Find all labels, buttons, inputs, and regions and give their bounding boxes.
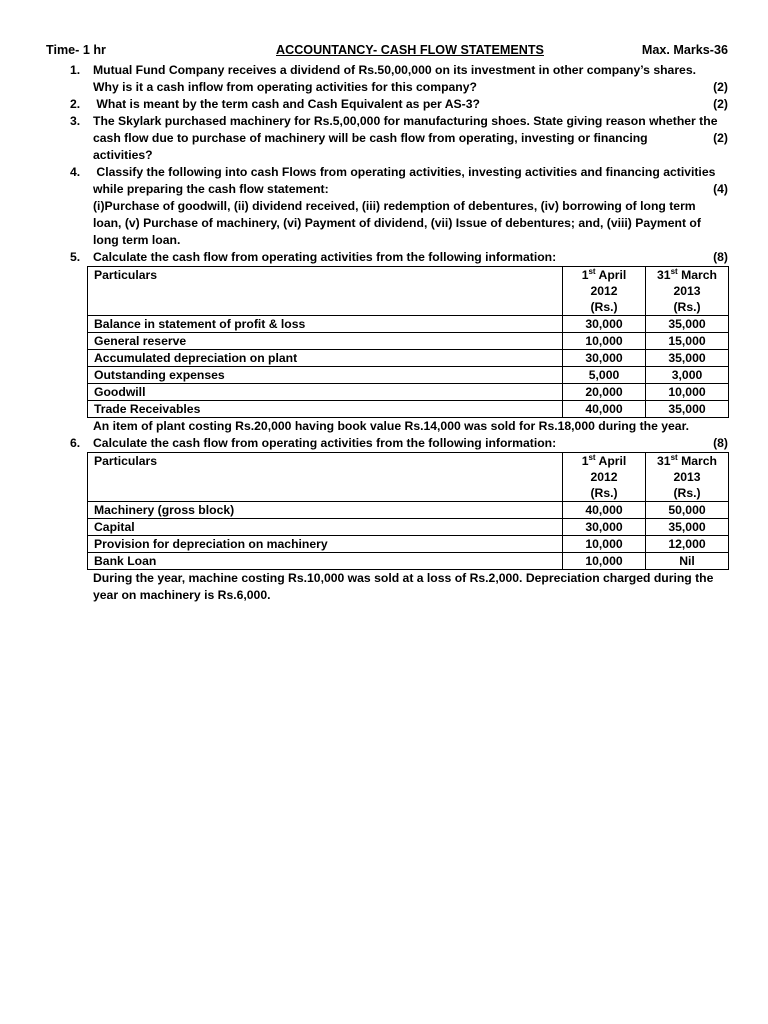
row-label: Trade Receivables (88, 401, 563, 418)
table-row (88, 333, 729, 350)
max-marks-label: Max. Marks-36 (641, 43, 728, 57)
cell-opening: 20,000 (563, 384, 646, 401)
question-3 (46, 113, 728, 164)
row-label: Capital (88, 519, 563, 536)
question-text: The Skylark purchased machinery for Rs.5,00,000 for manufacturing shoes. State giving reason whether the (93, 114, 718, 128)
row-label: Bank Loan (88, 553, 563, 570)
column-header-closing: 31st March 2013 (Rs.) (646, 267, 729, 316)
question-6 (46, 435, 728, 452)
cell-closing: 15,000 (646, 333, 729, 350)
column-header-opening: 1st April 2012 (Rs.) (563, 267, 646, 316)
question-text: while preparing the cash flow statement: (93, 182, 329, 196)
cell-opening: 30,000 (563, 519, 646, 536)
cell-opening: 30,000 (563, 316, 646, 333)
marks-label: (4) (713, 182, 728, 196)
table-header-row (88, 267, 729, 316)
cell-closing: 12,000 (646, 536, 729, 553)
row-label: Machinery (gross block) (88, 502, 563, 519)
q5-note: An item of plant costing Rs.20,000 having book value Rs.14,000 was sold for Rs.18,000 during the year. (93, 419, 690, 433)
question-text: long term loan. (93, 233, 181, 247)
table-row (88, 316, 729, 333)
question-1 (46, 62, 728, 96)
table-row (88, 502, 729, 519)
question-text: (i)Purchase of goodwill, (ii) dividend received, (iii) redemption of debentures, (iv) borrowing of long term (93, 199, 696, 213)
question-number: 5. (70, 250, 81, 264)
table-row (88, 384, 729, 401)
table-row (88, 536, 729, 553)
question-2 (46, 96, 728, 113)
question-text: Calculate the cash flow from operating activities from the following information: (93, 436, 557, 450)
table-row (88, 350, 729, 367)
q6-note (46, 570, 728, 604)
question-text: Why is it a cash inflow from operating activities for this company? (93, 80, 477, 94)
table-row (88, 553, 729, 570)
marks-label: (8) (713, 250, 728, 264)
cell-closing: Nil (646, 553, 729, 570)
question-4 (46, 164, 728, 249)
cell-closing: 35,000 (646, 316, 729, 333)
row-label: Accumulated depreciation on plant (88, 350, 563, 367)
column-header-particulars: Particulars (88, 267, 563, 316)
cell-closing: 35,000 (646, 350, 729, 367)
cell-opening: 40,000 (563, 502, 646, 519)
cell-opening: 10,000 (563, 333, 646, 350)
question-text: Classify the following into cash Flows from operating activities, investing activities and financing activities (93, 165, 716, 179)
cell-closing: 35,000 (646, 401, 729, 418)
marks-label: (2) (713, 80, 728, 94)
row-label: Provision for depreciation on machinery (88, 536, 563, 553)
question-number: 3. (70, 114, 81, 128)
question-text: Calculate the cash flow from operating activities from the following information: (93, 250, 557, 264)
question-text: loan, (v) Purchase of machinery, (vi) Payment of dividend, (vii) Issue of debentures; and, (viii) Payment of (93, 216, 701, 230)
cell-opening: 40,000 (563, 401, 646, 418)
marks-label: (2) (713, 131, 728, 145)
cell-closing: 35,000 (646, 519, 729, 536)
page-header (46, 42, 728, 62)
question-5 (46, 249, 728, 266)
cell-opening: 5,000 (563, 367, 646, 384)
q6-note-line: year on machinery is Rs.6,000. (93, 588, 271, 602)
row-label: Balance in statement of profit & loss (88, 316, 563, 333)
question-number: 1. (70, 63, 81, 77)
question-text: What is meant by the term cash and Cash Equivalent as per AS-3? (93, 97, 480, 111)
column-header-particulars: Particulars (88, 453, 563, 502)
row-label: Outstanding expenses (88, 367, 563, 384)
column-header-opening: 1st April 2012 (Rs.) (563, 453, 646, 502)
cell-closing: 10,000 (646, 384, 729, 401)
page-title: ACCOUNTANCY- CASH FLOW STATEMENTS (276, 43, 544, 57)
question-text: cash flow due to purchase of machinery will be cash flow from operating, investing or financing activities? (93, 131, 648, 162)
question-number: 4. (70, 165, 81, 179)
question-number: 2. (70, 97, 81, 111)
column-header-closing: 31st March 2013 (Rs.) (646, 453, 729, 502)
q6-note-line: During the year, machine costing Rs.10,000 was sold at a loss of Rs.2,000. Depreciation charged during the (93, 571, 714, 585)
question-number: 6. (70, 436, 81, 450)
table-row (88, 519, 729, 536)
cell-opening: 10,000 (563, 553, 646, 570)
marks-label: (8) (713, 436, 728, 450)
cell-opening: 30,000 (563, 350, 646, 367)
cell-closing: 3,000 (646, 367, 729, 384)
row-label: Goodwill (88, 384, 563, 401)
table-row (88, 401, 729, 418)
row-label: General reserve (88, 333, 563, 350)
cell-closing: 50,000 (646, 502, 729, 519)
question-text: Mutual Fund Company receives a dividend of Rs.50,00,000 on its investment in other company’s shares. (93, 63, 697, 77)
q6-data-table (87, 452, 729, 570)
marks-label: (2) (713, 97, 728, 111)
q5-data-table (87, 266, 729, 418)
table-header-row (88, 453, 729, 502)
cell-opening: 10,000 (563, 536, 646, 553)
time-label: Time- 1 hr (46, 43, 106, 57)
table-row (88, 367, 729, 384)
